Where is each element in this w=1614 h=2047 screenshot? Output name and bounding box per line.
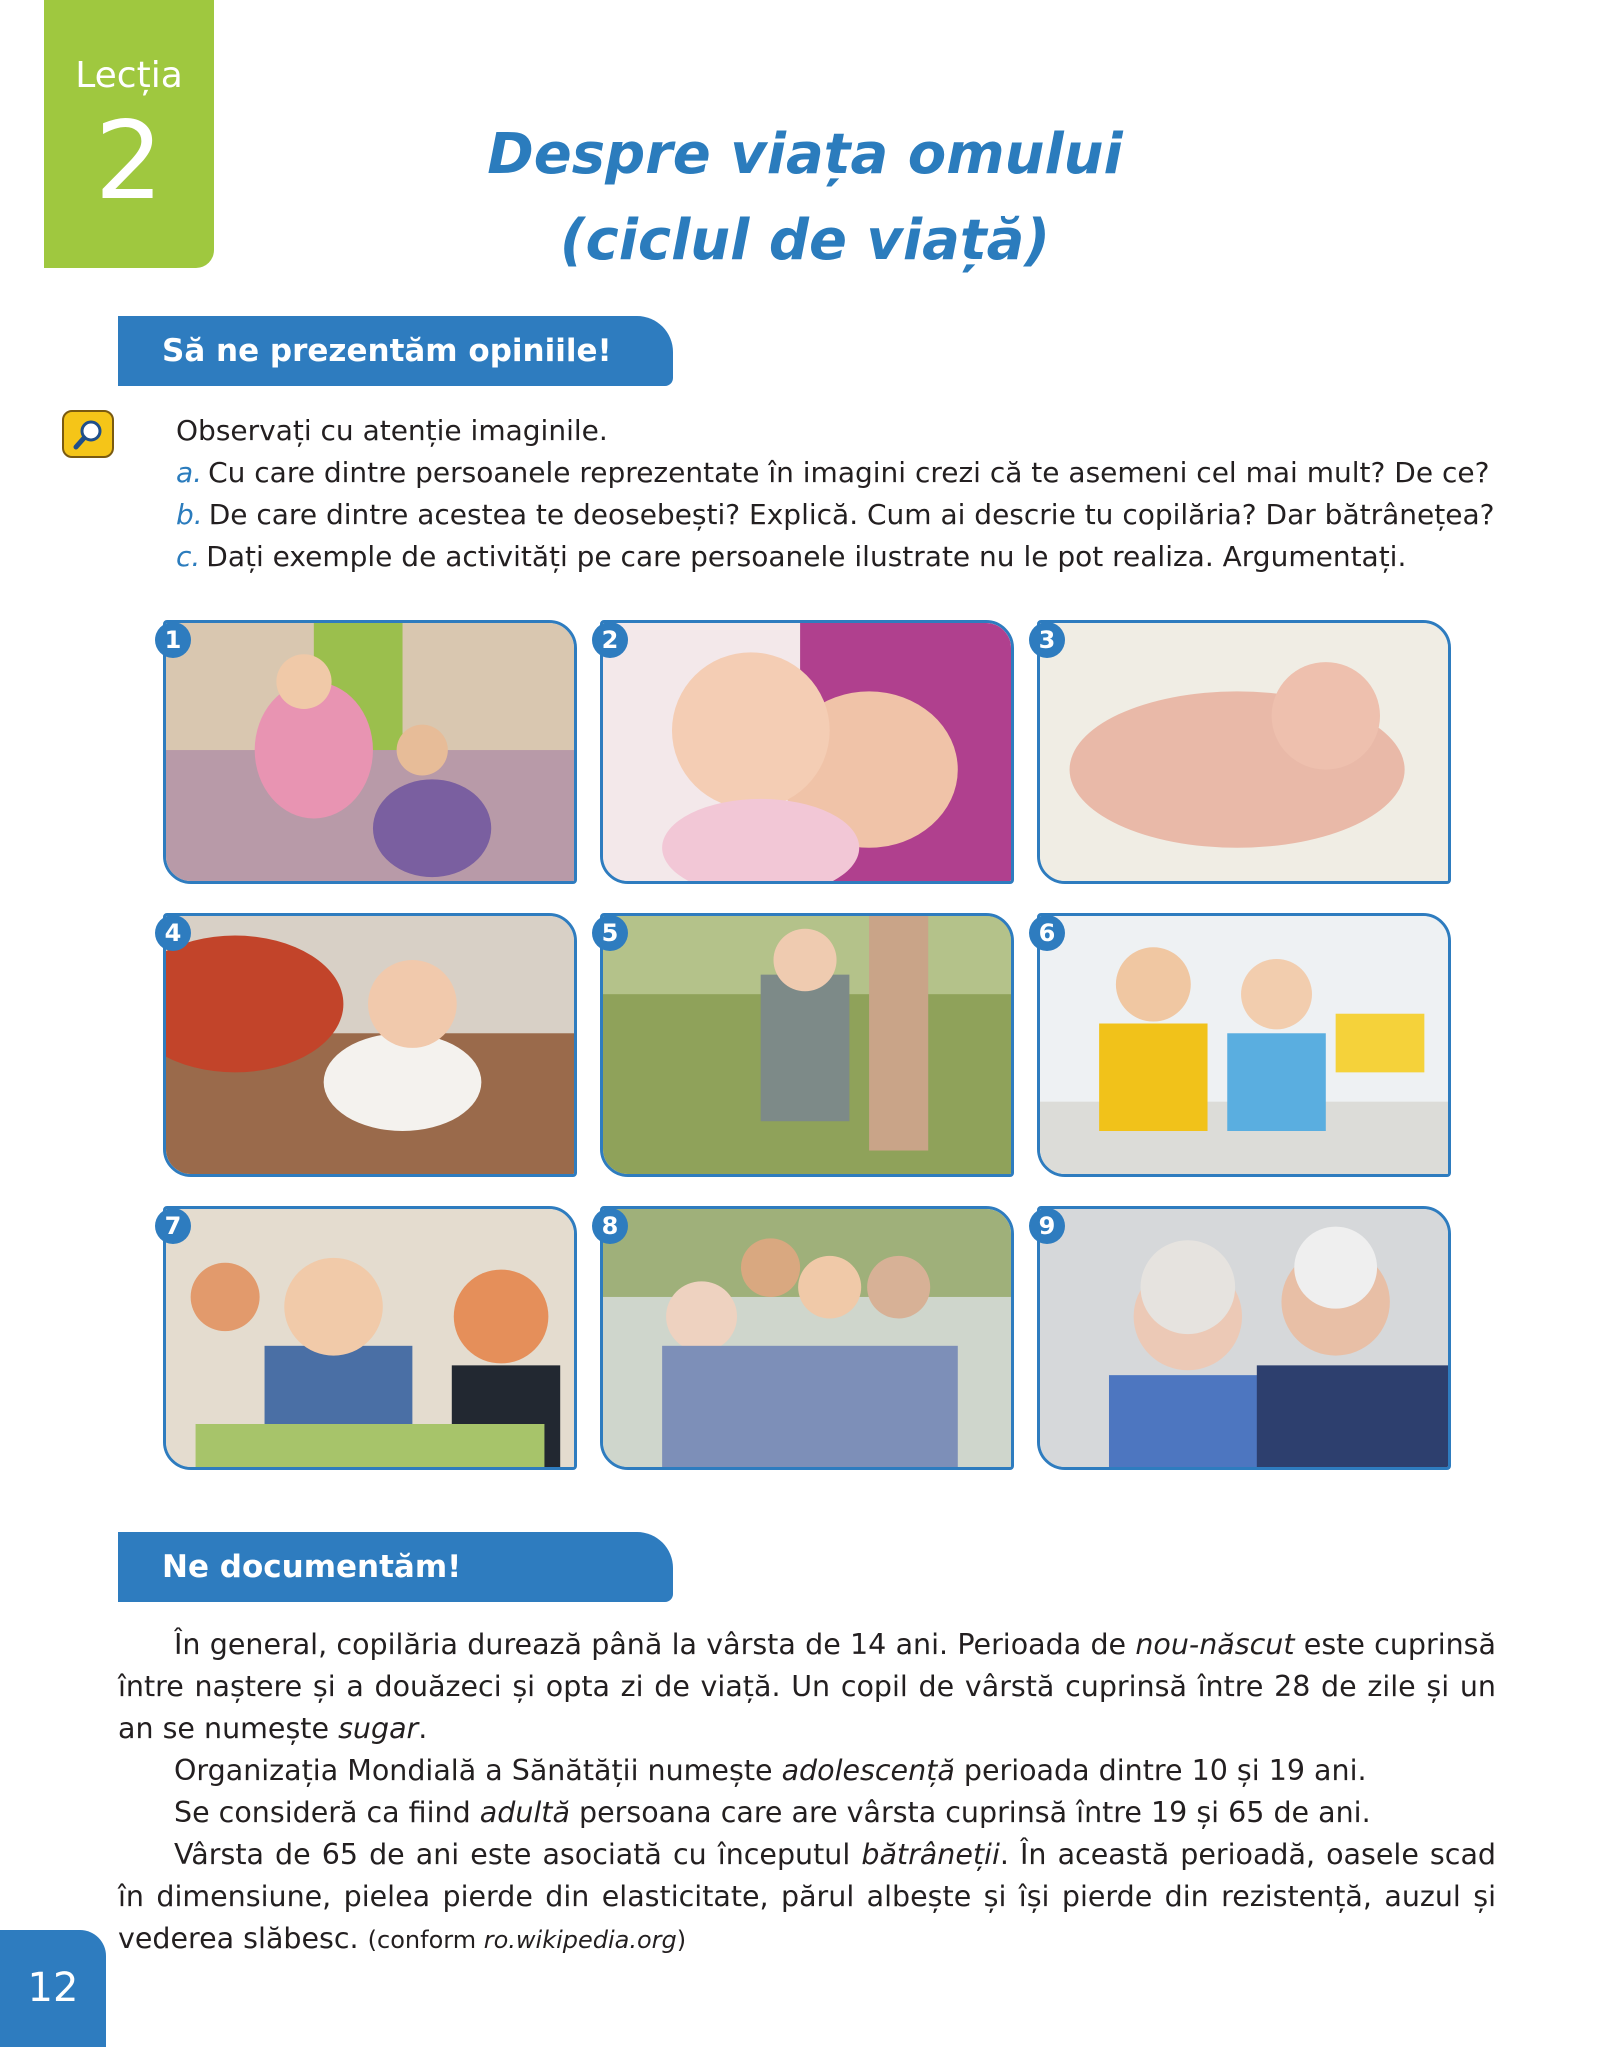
photo-elderly-couple <box>1037 1206 1451 1470</box>
question-letter: c. <box>176 540 201 573</box>
section-heading-opinions: Să ne prezentăm opiniile! <box>118 316 673 386</box>
term-newborn: nou-născut <box>1135 1628 1295 1661</box>
term-adolescence: adolescență <box>781 1754 955 1787</box>
paragraph-old-age <box>118 1834 1496 1961</box>
text-span: . <box>418 1712 428 1745</box>
term-adult: adultă <box>479 1796 570 1829</box>
magnifier-icon <box>62 410 114 458</box>
term-infant: sugar <box>338 1712 419 1745</box>
photo-first-steps <box>600 913 1014 1177</box>
question-letter: a. <box>176 456 203 489</box>
photo-number-badge: 6 <box>1029 915 1065 951</box>
lesson-tab <box>44 0 214 268</box>
page-number: 12 <box>0 1930 106 2047</box>
text-span: Se consideră ca fiind <box>174 1796 480 1829</box>
source-link-text: ro.wikipedia.org <box>483 1926 677 1954</box>
paragraph-childhood <box>118 1624 1496 1750</box>
text-span: În general, copilăria durează până la vârsta de 14 ani. Perioada de <box>174 1628 1136 1661</box>
photo-newborn <box>1037 620 1451 884</box>
paragraph-adolescence <box>118 1750 1496 1792</box>
question-text: De care dintre acestea te deosebești? Explică. Cum ai descrie tu copilăria? Dar bătrânețea? <box>208 498 1495 531</box>
text-span: ) <box>676 1926 687 1954</box>
term-old-age: bătrâneții <box>861 1838 1000 1871</box>
photo-crawling-baby <box>163 913 577 1177</box>
source-citation <box>368 1926 687 1954</box>
photo-number-badge: 2 <box>592 622 628 658</box>
section-heading-documentation: Ne documentăm! <box>118 1532 673 1602</box>
text-span: persoana care are vârsta cuprinsă între 19 și 65 de ani. <box>569 1796 1371 1829</box>
lesson-label: Lecția <box>75 55 183 96</box>
photo-number-badge: 1 <box>155 622 191 658</box>
page-title-line-1: Despre viața omului <box>487 122 1123 187</box>
photo-family-selfie <box>600 1206 1014 1470</box>
photo-pregnant-mother <box>163 620 577 884</box>
instructions-intro: Observați cu atenție imaginile. <box>176 414 608 447</box>
page-title <box>380 112 1230 284</box>
photo-number-badge: 9 <box>1029 1208 1065 1244</box>
question-c <box>176 536 1506 578</box>
photo-schoolchildren <box>163 1206 577 1470</box>
text-span: perioada dintre 10 și 19 ani. <box>954 1754 1367 1787</box>
photo-children-reading <box>1037 913 1451 1177</box>
paragraph-adult <box>118 1792 1496 1834</box>
body-text <box>118 1624 1496 1961</box>
photo-number-badge: 3 <box>1029 622 1065 658</box>
photo-breastfeeding-baby <box>600 620 1014 884</box>
instructions <box>176 410 1506 578</box>
text-span: Vârsta de 65 de ani este asociată cu începutul <box>174 1838 862 1871</box>
photo-number-badge: 4 <box>155 915 191 951</box>
question-b <box>176 494 1506 536</box>
photo-number-badge: 7 <box>155 1208 191 1244</box>
photo-number-badge: 8 <box>592 1208 628 1244</box>
question-text: Cu care dintre persoanele reprezentate în imagini crezi că te asemeni cel mai mult? De ce? <box>208 456 1490 489</box>
text-span: Organizația Mondială a Sănătății numește <box>174 1754 782 1787</box>
photo-number-badge: 5 <box>592 915 628 951</box>
text-span: (conform <box>367 1926 484 1954</box>
lesson-number: 2 <box>94 99 164 224</box>
question-a <box>176 452 1506 494</box>
text-span: . În această perioadă, oasele scad în dimensiune, pielea pierde din elasticitate, părul albește și își pierde din rezistență, auzul și vederea slăbesc. <box>118 1838 1496 1955</box>
page-title-line-2: (ciclul de viață) <box>559 208 1051 273</box>
text-span: este cuprinsă între naștere și a douăzeci și opta zi de viață. Un copil de vârstă cuprinsă între 28 de zile și un an se numește <box>118 1628 1496 1745</box>
question-letter: b. <box>176 498 203 531</box>
question-text: Dați exemple de activități pe care persoanele ilustrate nu le pot realiza. Argumentați. <box>206 540 1407 573</box>
